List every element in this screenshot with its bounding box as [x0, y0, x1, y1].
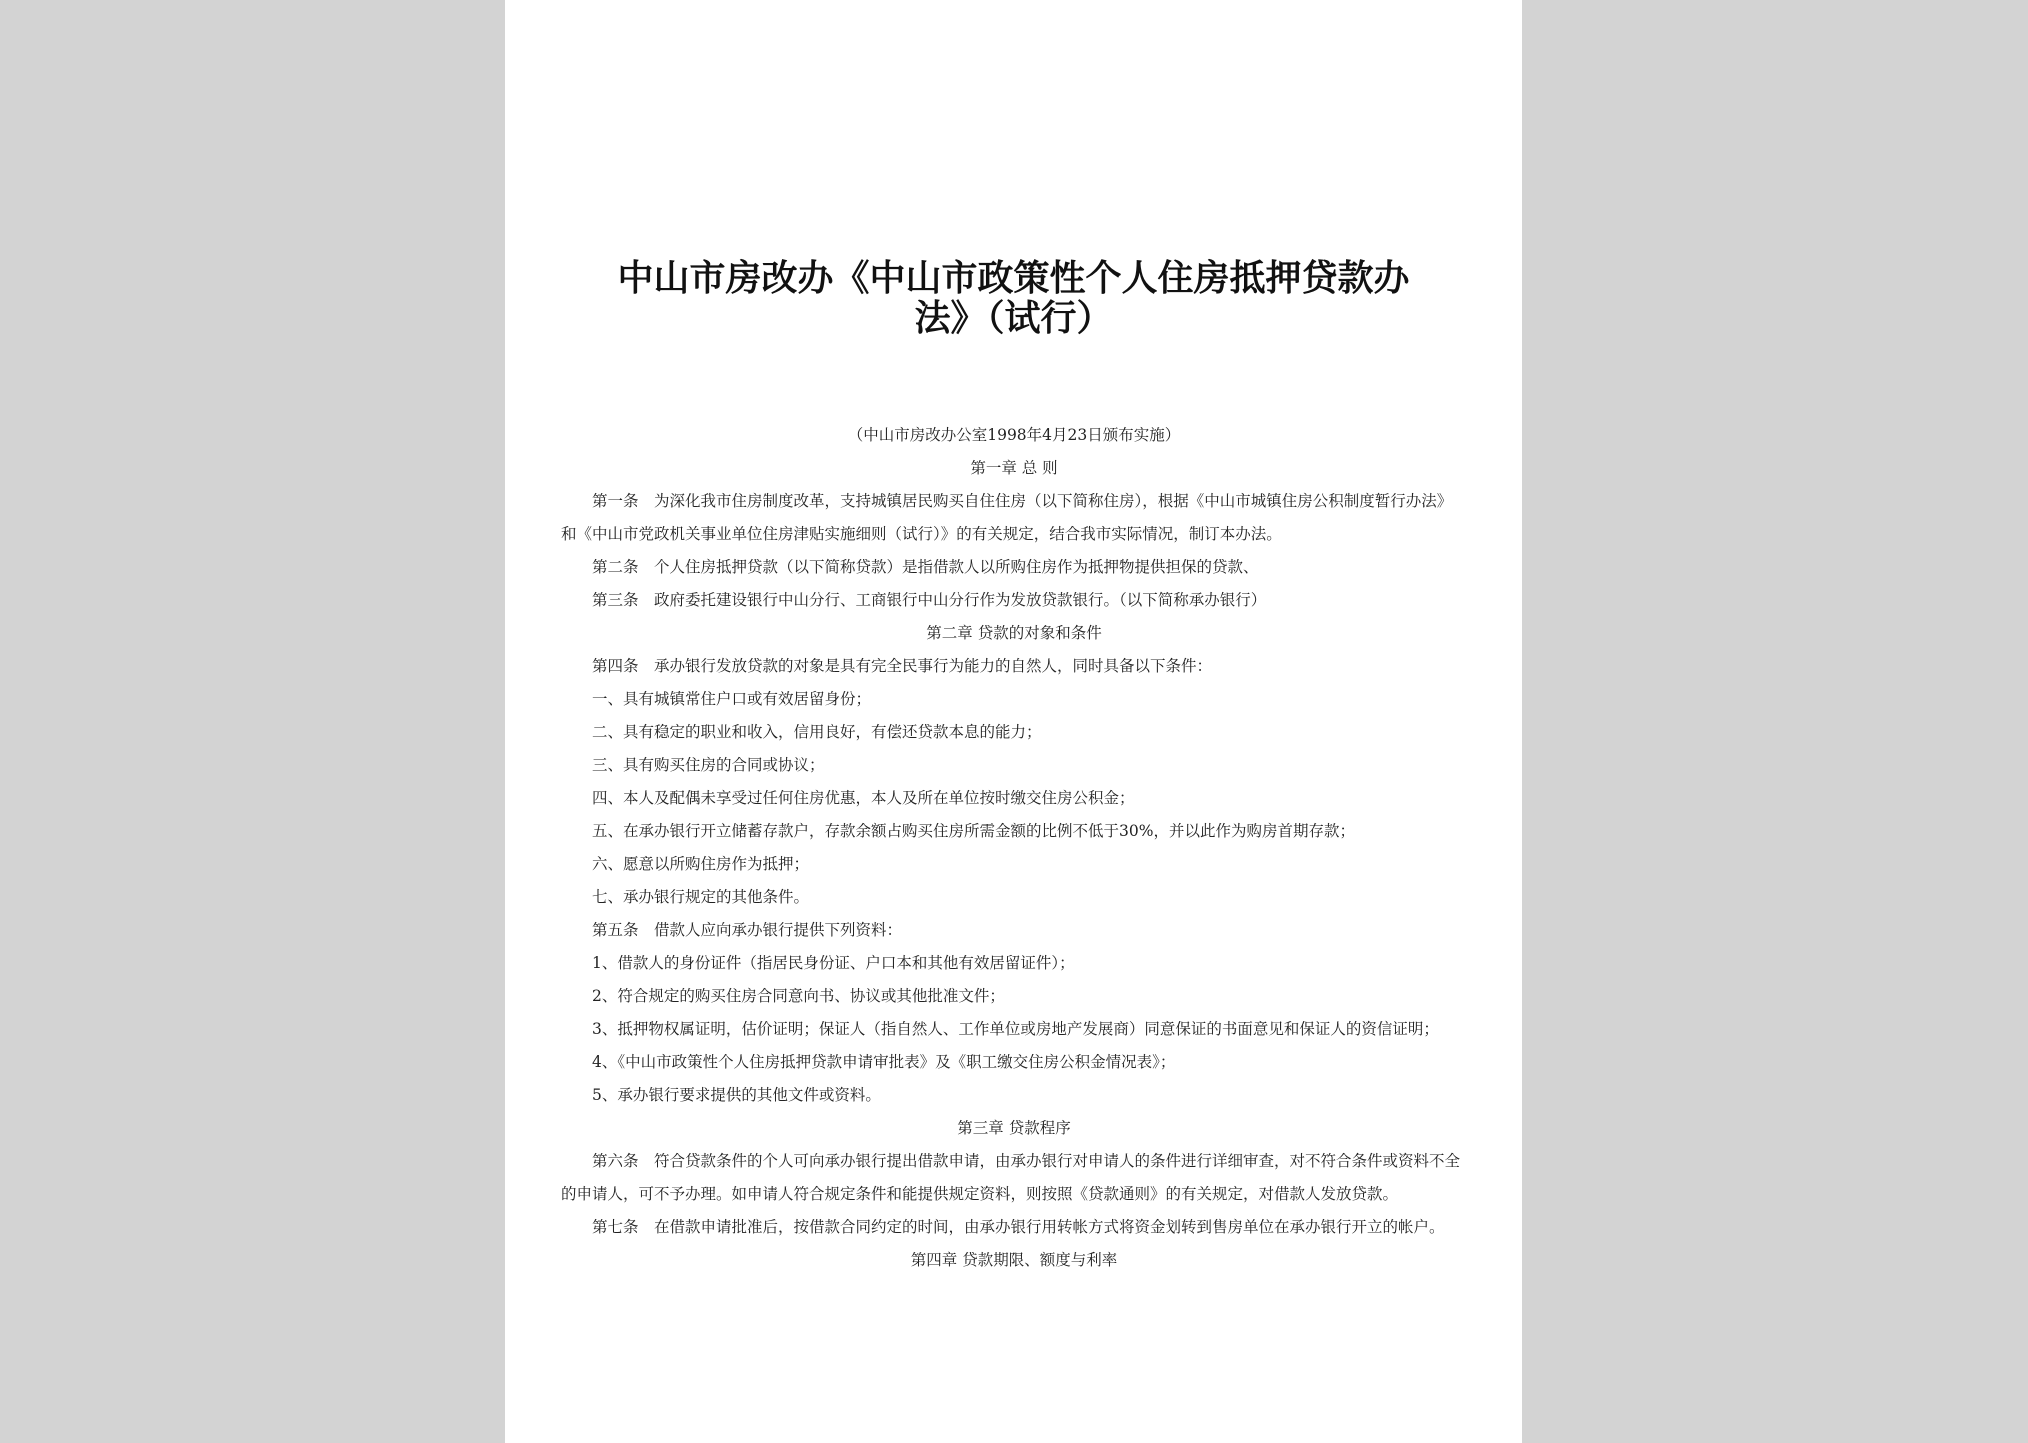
list-item: 三、具有购买住房的合同或协议；	[592, 756, 825, 774]
document-page	[505, 0, 1522, 1443]
title-line-2: 法》（试行）	[914, 297, 1113, 339]
chapter-heading: 第一章 总 则	[970, 459, 1058, 477]
list-item: 3、抵押物权属证明，估价证明；保证人（指自然人、工作单位或房地产发展商）同意保证的书面意见和保证人的资信证明；	[592, 1020, 1439, 1038]
list-item: 4、《中山市政策性个人住房抵押贷款申请审批表》及《职工缴交住房公积金情况表》；	[592, 1053, 1176, 1071]
chapter-heading: 第二章 贷款的对象和条件	[926, 624, 1102, 642]
article-4: 第四条 承办银行发放贷款的对象是具有完全民事行为能力的自然人，同时具备以下条件：	[592, 657, 1213, 675]
article-6: 第六条 符合贷款条件的个人可向承办银行提出借款申请，由承办银行对申请人的条件进行详细审查，对不符合条件或资料不全的申请人，可不予办理。如申请人符合规定条件和能提供规定资料，则按照《贷款通则》的有关规定，对借款人发放贷款。	[561, 1152, 1461, 1203]
list-item: 六、愿意以所购住房作为抵押；	[592, 855, 810, 873]
document-title	[505, 258, 1522, 338]
list-item: 七、承办银行规定的其他条件。	[592, 888, 810, 906]
article-2: 第二条 个人住房抵押贷款（以下简称贷款）是指借款人以所购住房作为抵押物提供担保的贷款、	[592, 558, 1259, 576]
document-body	[561, 419, 1467, 1277]
article-3: 第三条 政府委托建设银行中山分行、工商银行中山分行作为发放贷款银行。（以下简称承办银行）	[592, 591, 1267, 609]
list-item: 五、在承办银行开立储蓄存款户，存款余额占购买住房所需金额的比例不低于30%，并以此作为购房首期存款；	[592, 822, 1355, 840]
list-item: 1、借款人的身份证件（指居民身份证、户口本和其他有效居留证件）；	[592, 954, 1075, 972]
article-1: 第一条 为深化我市住房制度改革，支持城镇居民购买自住住房（以下简称住房），根据《中山市城镇住房公积制度暂行办法》和《中山市党政机关事业单位住房津贴实施细则（试行）》的有关规定，结合我市实际情况，制订本办法。	[561, 492, 1453, 543]
article-5: 第五条 借款人应向承办银行提供下列资料：	[592, 921, 903, 939]
list-item: 四、本人及配偶未享受过任何住房优惠，本人及所在单位按时缴交住房公积金；	[592, 789, 1135, 807]
list-item: 5、承办银行要求提供的其他文件或资料。	[592, 1086, 881, 1104]
list-item: 2、符合规定的购买住房合同意向书、协议或其他批准文件；	[592, 987, 1005, 1005]
chapter-heading: 第四章 贷款期限、额度与利率	[910, 1251, 1118, 1269]
issue-note: （中山市房改办公室1998年4月23日颁布实施）	[847, 426, 1181, 444]
title-line-1: 中山市房改办《中山市政策性个人住房抵押贷款办	[617, 257, 1410, 299]
article-7: 第七条 在借款申请批准后，按借款合同约定的时间，由承办银行用转帐方式将资金划转到售房单位在承办银行开立的帐户。	[592, 1218, 1445, 1236]
chapter-heading: 第三章 贷款程序	[957, 1119, 1071, 1137]
list-item: 一、具有城镇常住户口或有效居留身份；	[592, 690, 872, 708]
list-item: 二、具有稳定的职业和收入，信用良好，有偿还贷款本息的能力；	[592, 723, 1042, 741]
